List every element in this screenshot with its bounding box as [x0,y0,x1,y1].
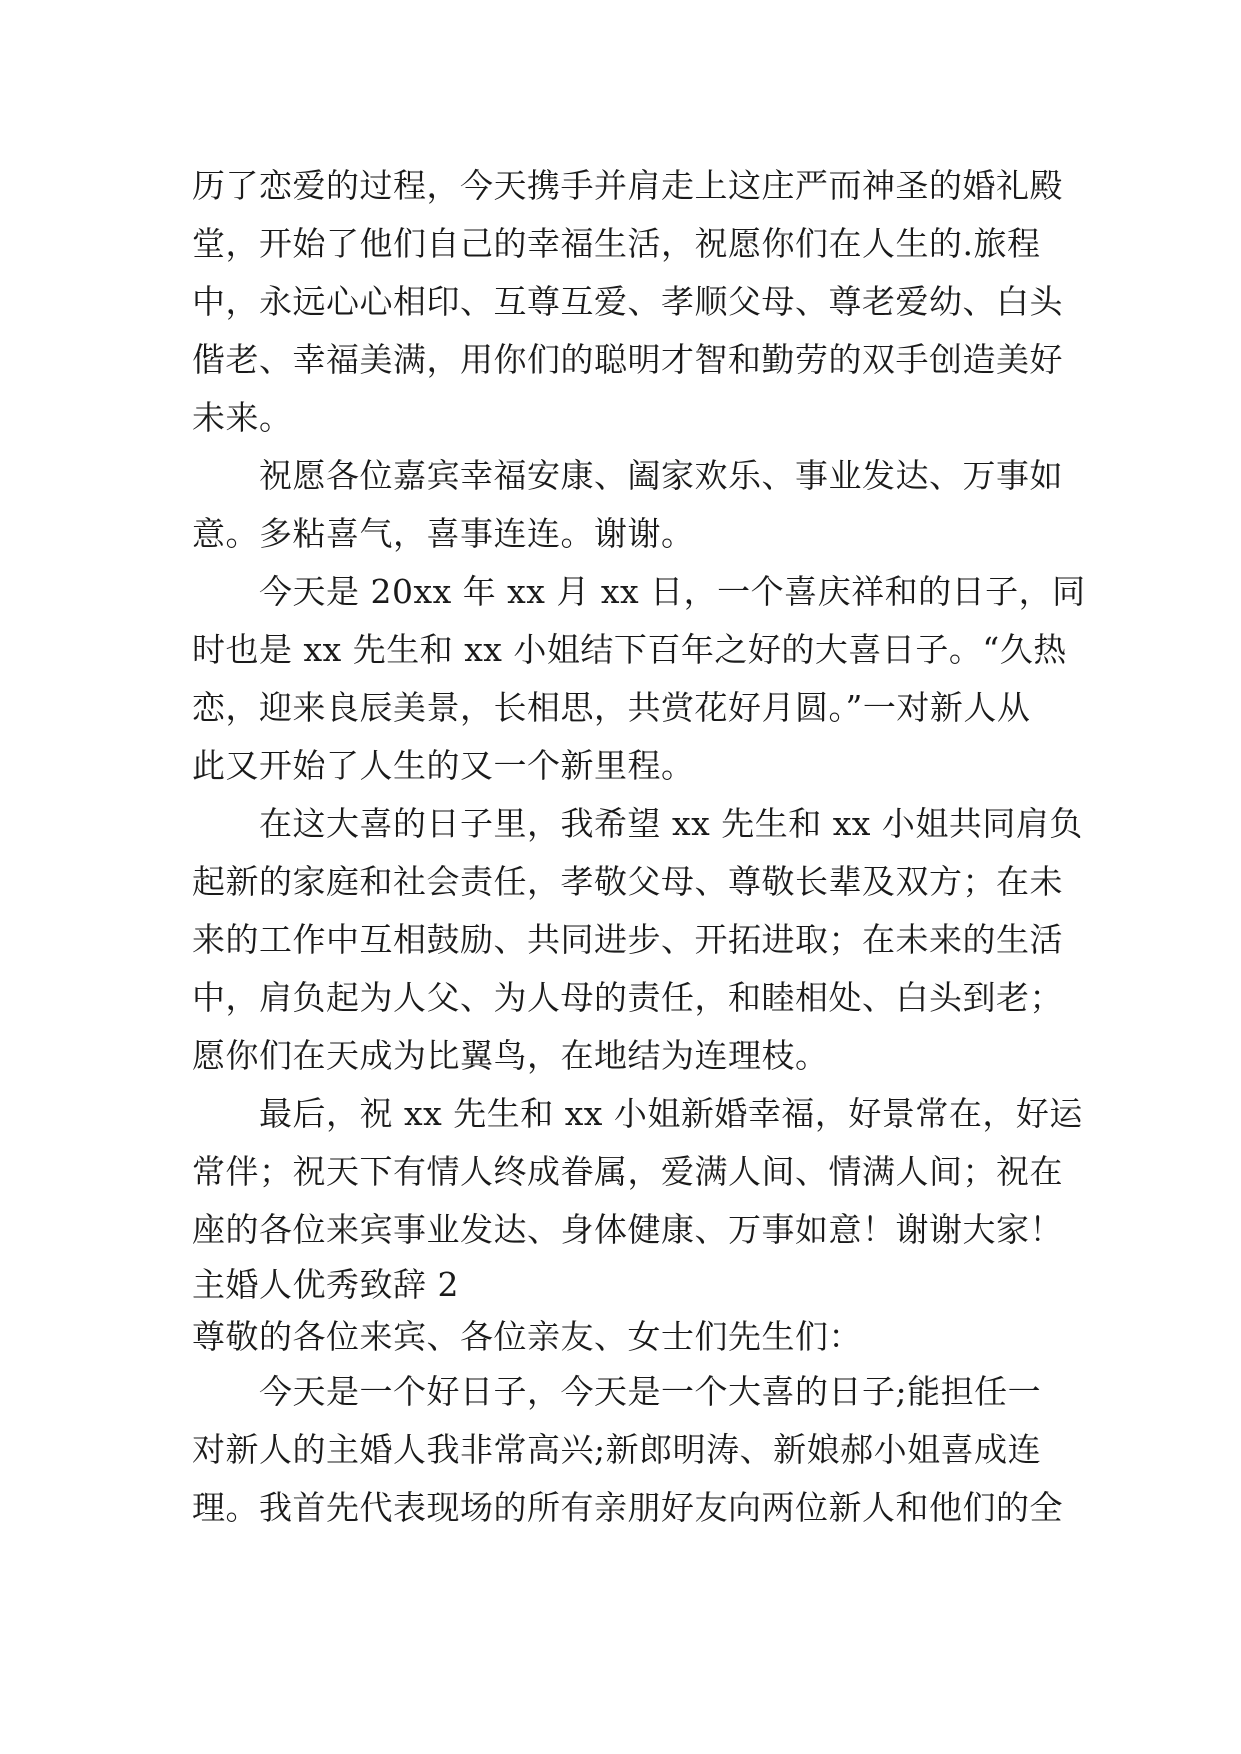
text-line: 中，永远心心相印、互尊互爱、孝顺父母、尊老爱幼、白头 [192,282,1063,321]
text-line: 时也是 xx 先生和 xx 小姐结下百年之好的大喜日子。“久热 [192,630,1067,669]
text-line: 恋，迎来良辰美景，长相思，共赏花好月圆。”一对新人从 [192,688,1031,727]
text-line: 愿你们在天成为比翼鸟，在地结为连理枝。 [192,1036,829,1075]
text-line: 意。多粘喜气，喜事连连。谢谢。 [192,514,695,553]
text-line: 祝愿各位嘉宾幸福安康、阖家欢乐、事业发达、万事如 [192,456,1063,495]
text-line: 起新的家庭和社会责任，孝敬父母、尊敬长辈及双方；在未 [192,862,1063,901]
text-line: 常伴；祝天下有情人终成眷属，爱满人间、情满人间；祝在 [192,1152,1063,1191]
text-line: 最后，祝 xx 先生和 xx 小姐新婚幸福，好景常在，好运 [192,1094,1083,1133]
text-line: 今天是一个好日子，今天是一个大喜的日子;能担任一 [192,1372,1042,1411]
document-body [192,157,1086,1537]
text-line: 来的工作中互相鼓励、共同进步、开拓进取；在未来的生活 [192,920,1063,959]
text-line: 未来。 [192,398,293,437]
text-line: 中，肩负起为人父、为人母的责任，和睦相处、白头到老； [192,978,1063,1017]
text-line: 今天是 20xx 年 xx 月 xx 日，一个喜庆祥和的日子，同 [192,572,1086,611]
text-line: 偕老、幸福美满，用你们的聪明才智和勤劳的双手创造美好 [192,340,1063,379]
text-line: 理。我首先代表现场的所有亲朋好友向两位新人和他们的全 [192,1488,1063,1527]
text-line: 历了恋爱的过程，今天携手并肩走上这庄严而神圣的婚礼殿 [192,166,1063,205]
text-line: 在这大喜的日子里，我希望 xx 先生和 xx 小姐共同肩负 [192,804,1083,843]
section-heading: 主婚人优秀致辞 2 [192,1265,459,1304]
text-line: 此又开始了人生的又一个新里程。 [192,746,695,785]
salutation: 尊敬的各位来宾、各位亲友、女士们先生们： [192,1317,862,1356]
text-line: 堂，开始了他们自己的幸福生活，祝愿你们在人生的.旅程 [192,224,1041,263]
text-line: 对新人的主婚人我非常高兴;新郎明涛、新娘郝小姐喜成连 [192,1430,1042,1469]
text-line: 座的各位来宾事业发达、身体健康、万事如意！谢谢大家！ [192,1210,1063,1249]
